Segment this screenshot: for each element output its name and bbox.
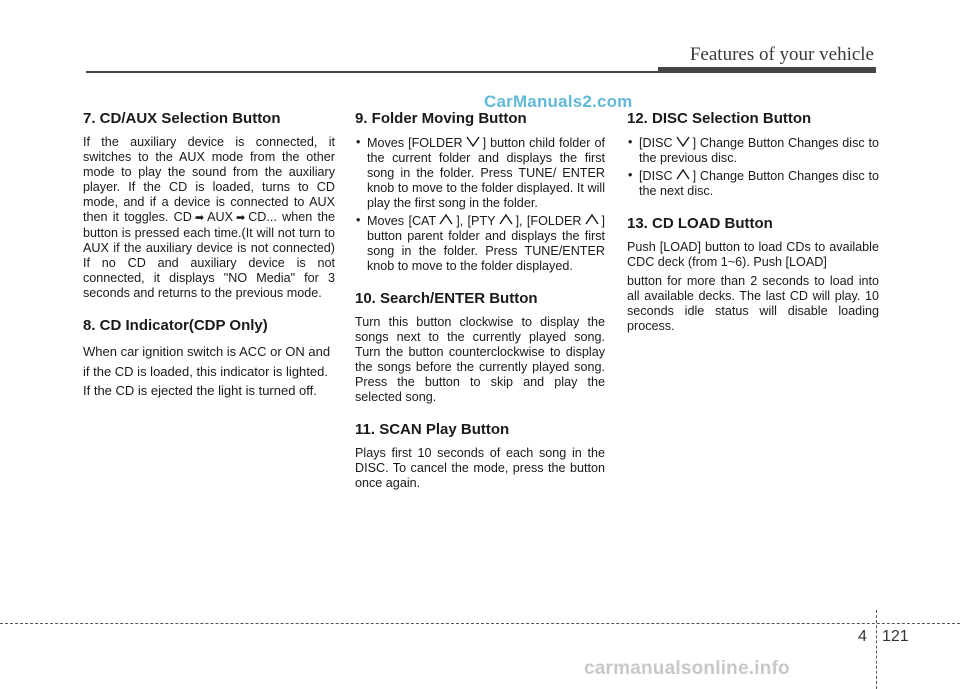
section-8-title: 8. CD Indicator(CDP Only) [83,317,268,334]
footer-rule [0,623,960,624]
section-13-body-1: Push [LOAD] button to load CDs to available CDC deck (from 1~6). Push [LOAD] [627,240,879,269]
section-10-body: Turn this button clockwise to display the songs next to the currently played song. Turn the button counterclockwise to display the songs before the currently played song. Press the button to skip and play the selected song. [355,315,605,404]
chevron-up-icon [585,213,599,226]
list-item: • Moves [CAT ], [PTY ], [FOLDER ] button parent folder and displays the first song in the folder. Press TUNE/ENTER knob to move to the folder displayed. [355,213,605,274]
section-7-title: 7. CD/AUX Selection Button [83,110,281,127]
section-9-list [355,135,605,274]
page-number: 121 [882,628,909,645]
section-12-title: 12. DISC Selection Button [627,110,812,127]
section-11-title: 11. SCAN Play Button [355,421,510,438]
section-13-body-2: button for more than 2 seconds to load into all available decks. The last CD will play. 10 seconds idle status will disable loading process. [627,274,879,333]
section-10-title: 10. Search/ENTER Button [355,290,538,307]
section-13-title: 13. CD LOAD Button [627,215,773,232]
watermark-bottom: carmanualsonline.info [584,658,790,679]
chevron-up-icon [499,213,513,226]
column-right [627,110,879,334]
chapter-number: 4 [858,628,867,645]
chevron-down-icon [466,135,480,148]
right-arrow-icon: ➡ [194,212,205,224]
chevron-up-icon [676,168,690,181]
section-12-list [627,135,879,199]
column-left [83,110,335,401]
header-bar [658,67,876,73]
chevron-down-icon [676,135,690,148]
column-middle [355,110,605,491]
list-item: • [DISC ] Change Button Changes disc to the previous disc. [627,135,879,166]
right-arrow-icon: ➡ [235,212,246,224]
header-rule [86,71,658,73]
section-7-body: If the auxiliary device is connected, it switches to the AUX mode from the other mode to play the sound from the auxiliary player. If the CD is loaded, turns to CD mode, and if a device is connected to AUX then it toggles. CD ➡ AUX ➡ CD... when the button is pressed each time.(It will not turn to AUX if the auxiliary device is not connected) If no CD and auxiliary device is not connected, it displays "NO Media" for 3 seconds and returns to the previous mode. [83,135,336,300]
list-item: • Moves [FOLDER ] button child folder of the current folder and displays the first song in the folder. Press TUNE/ ENTER knob to move to the folder displayed. It will play the first song in the folder. [355,135,605,211]
section-8-body: When car ignition switch is ACC or ON and if the CD is loaded, this indicator is lighted. If the CD is ejected the light is turned off. [83,344,331,398]
chevron-up-icon [439,213,453,226]
section-11-body: Plays first 10 seconds of each song in the DISC. To cancel the mode, press the button once again. [355,446,605,490]
list-item: • [DISC ] Change Button Changes disc to the next disc. [627,168,879,199]
header-title: Features of your vehicle [689,44,874,65]
section-9-title: 9. Folder Moving Button [355,110,527,127]
watermark-top: CarManuals2.com [484,92,633,111]
footer-divider [876,610,877,689]
